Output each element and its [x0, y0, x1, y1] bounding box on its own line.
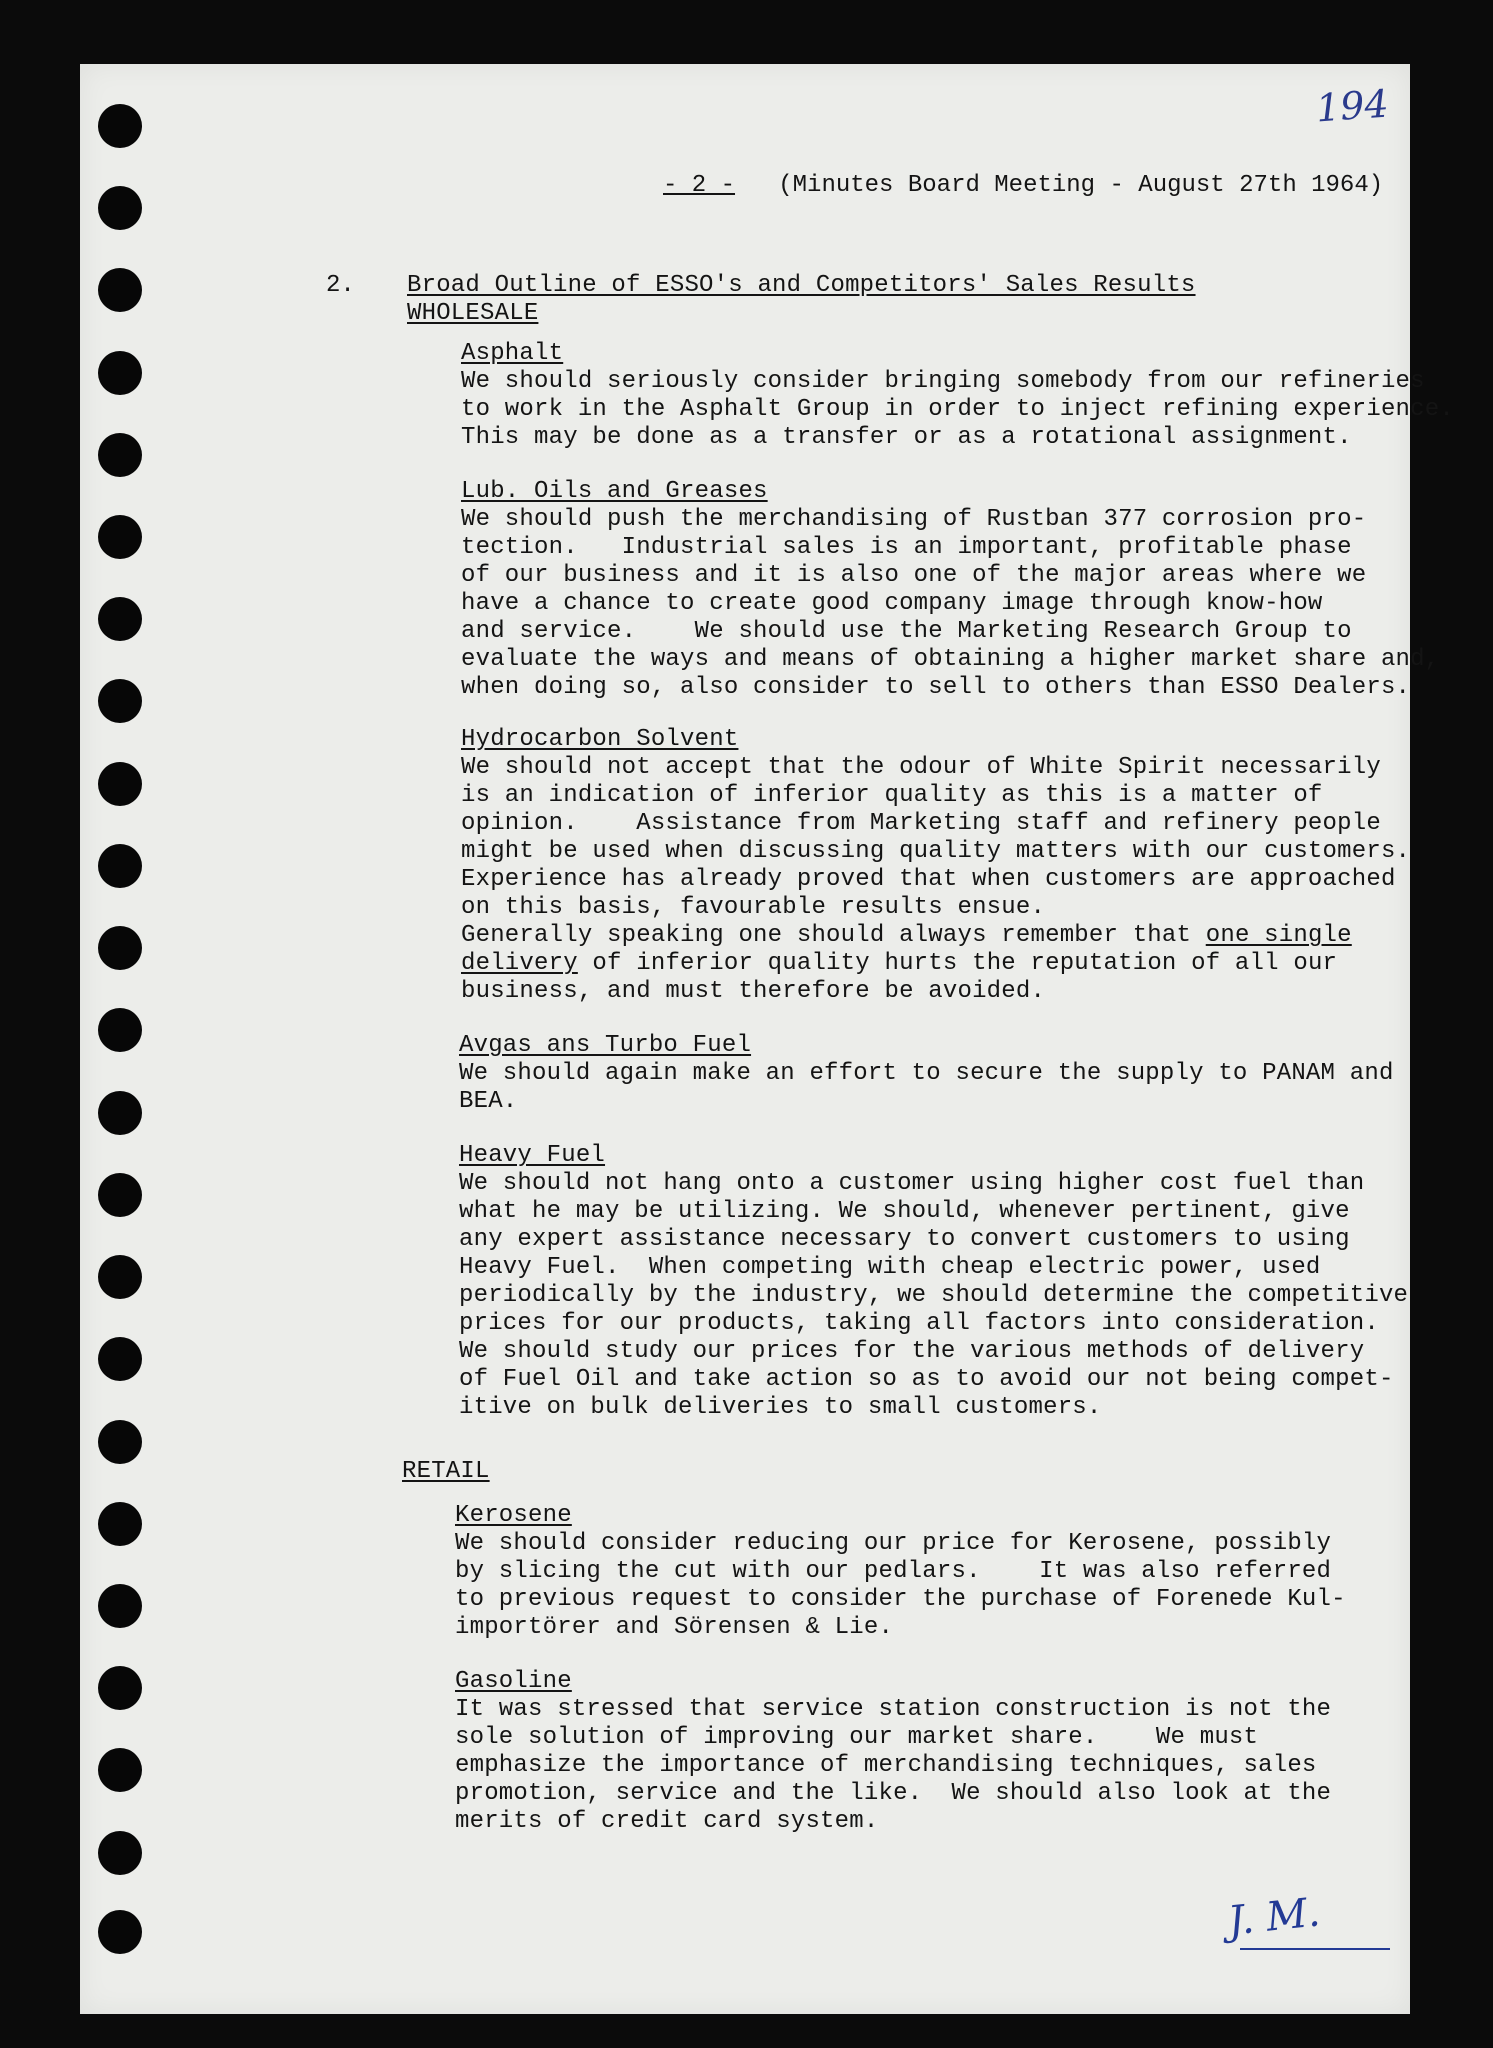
section-heavy-fuel	[459, 1142, 1408, 1422]
section-title: Avgas ans Turbo Fuel	[459, 1032, 752, 1059]
text-line: prices for our products, taking all factors into consideration.	[459, 1310, 1379, 1337]
text-line: have a chance to create good company image through know-how	[461, 590, 1323, 617]
section-title: Heavy Fuel	[459, 1142, 606, 1169]
text-line: is an indication of inferior quality as this is a matter of	[461, 782, 1323, 809]
header-title: (Minutes Board Meeting - August 27th 1964)	[778, 172, 1384, 199]
item-heading: Broad Outline of ESSO's and Competitors' Sales Results	[407, 272, 1196, 299]
text-line: and service. We should use the Marketing Research Group to	[461, 618, 1352, 645]
text-line: sole solution of improving our market share. We must	[455, 1724, 1259, 1751]
binder-hole	[98, 1420, 142, 1464]
text-line: business, and must therefore be avoided.	[461, 978, 1046, 1005]
text-line: We should not hang onto a customer using higher cost fuel than	[459, 1170, 1365, 1197]
binder-hole	[98, 515, 142, 559]
signature-underline	[1240, 1948, 1390, 1950]
section-title: Hydrocarbon Solvent	[461, 726, 739, 753]
binder-hole	[98, 597, 142, 641]
binder-hole	[98, 433, 142, 477]
text-line: on this basis, favourable results ensue.	[461, 894, 1046, 921]
text-line: might be used when discussing quality matters with our customers.	[461, 838, 1411, 865]
binder-hole	[98, 679, 142, 723]
text-line: We should again make an effort to secure the supply to PANAM and	[459, 1060, 1394, 1087]
text-line: We should not accept that the odour of White Spirit necessarily	[461, 754, 1381, 781]
text-line: to work in the Asphalt Group in order to inject refining experience.	[461, 396, 1454, 423]
retail-heading-block	[402, 1458, 490, 1486]
binder-hole	[98, 351, 142, 395]
text-line: evaluate the ways and means of obtaining a higher market share and,	[461, 646, 1440, 673]
text-line: to previous request to consider the purchase of Forenede Kul-	[455, 1586, 1346, 1613]
text-line	[461, 922, 1410, 950]
binder-hole	[98, 926, 142, 970]
section-title: Asphalt	[461, 340, 564, 367]
binder-hole	[98, 762, 142, 806]
binder-hole	[98, 1748, 142, 1792]
binder-hole	[98, 844, 142, 888]
text-line: of Fuel Oil and take action so as to avoid our not being compet-	[459, 1366, 1394, 1393]
binder-hole	[98, 104, 142, 148]
binder-hole	[98, 1091, 142, 1135]
section-gasoline	[455, 1668, 1331, 1836]
text-line: itive on bulk deliveries to small customers.	[459, 1394, 1102, 1421]
binder-hole	[98, 1008, 142, 1052]
section-title: Kerosene	[455, 1502, 572, 1529]
text-line: emphasize the importance of merchandising techniques, sales	[455, 1752, 1317, 1779]
page-header	[663, 172, 1383, 199]
wholesale-heading: WHOLESALE	[407, 300, 539, 327]
section-title: Gasoline	[455, 1668, 572, 1695]
binder-hole	[98, 1666, 142, 1710]
text-line: It was stressed that service station construction is not the	[455, 1696, 1332, 1723]
handwritten-signature: J. M.	[1225, 1889, 1323, 1945]
text-line: of our business and it is also one of the major areas where we	[461, 562, 1367, 589]
text-line: any expert assistance necessary to convert customers to using	[459, 1226, 1350, 1253]
underlined-phrase: one single	[1205, 922, 1352, 949]
text-fragment: Generally speaking one should always remember that	[461, 922, 1206, 949]
binder-hole	[98, 1910, 142, 1954]
binder-hole	[98, 1831, 142, 1875]
text-line: We should push the merchandising of Rustban 377 corrosion pro-	[461, 506, 1367, 533]
text-line: tection. Industrial sales is an important, profitable phase	[461, 534, 1352, 561]
page-indicator: - 2 -	[663, 172, 736, 199]
section-hydrocarbon-solvent	[461, 726, 1410, 1006]
text-line: Heavy Fuel. When competing with cheap electric power, used	[459, 1254, 1321, 1281]
binder-hole	[98, 1173, 142, 1217]
item-heading-block	[407, 272, 1196, 328]
section-avgas	[459, 1032, 1394, 1116]
text-line: promotion, service and the like. We should also look at the	[455, 1780, 1332, 1807]
binder-hole	[98, 1255, 142, 1299]
section-title: Lub. Oils and Greases	[461, 478, 768, 505]
binder-hole	[98, 1337, 142, 1381]
binder-hole	[98, 268, 142, 312]
text-line: This may be done as a transfer or as a rotational assignment.	[461, 424, 1352, 451]
text-line: Experience has already proved that when customers are approached	[461, 866, 1396, 893]
text-line: when doing so, also consider to sell to others than ESSO Dealers.	[461, 674, 1411, 701]
section-lub-oils	[461, 478, 1439, 702]
binder-hole	[98, 1584, 142, 1628]
underlined-phrase: delivery	[461, 950, 578, 977]
text-fragment: of inferior quality hurts the reputation of all our	[577, 950, 1338, 977]
section-asphalt	[461, 340, 1454, 452]
handwritten-page-number: 194	[1314, 81, 1390, 131]
text-line: opinion. Assistance from Marketing staff and refinery people	[461, 810, 1381, 837]
binder-hole	[98, 186, 142, 230]
text-line: what he may be utilizing. We should, whenever pertinent, give	[459, 1198, 1350, 1225]
section-kerosene	[455, 1502, 1346, 1642]
text-line: BEA.	[459, 1088, 518, 1115]
text-line: We should consider reducing our price for Kerosene, possibly	[455, 1530, 1332, 1557]
text-line: We should study our prices for the various methods of delivery	[459, 1338, 1365, 1365]
text-line: merits of credit card system.	[455, 1808, 879, 1835]
text-line: importörer and Sörensen & Lie.	[455, 1614, 894, 1641]
retail-heading: RETAIL	[402, 1458, 490, 1485]
binder-hole	[98, 1502, 142, 1546]
text-line: We should seriously consider bringing somebody from our refineries	[461, 368, 1425, 395]
text-line: by slicing the cut with our pedlars. It was also referred	[455, 1558, 1332, 1585]
text-line	[461, 950, 1410, 978]
item-number: 2.	[326, 272, 355, 299]
text-line: periodically by the industry, we should determine the competitive	[459, 1282, 1409, 1309]
